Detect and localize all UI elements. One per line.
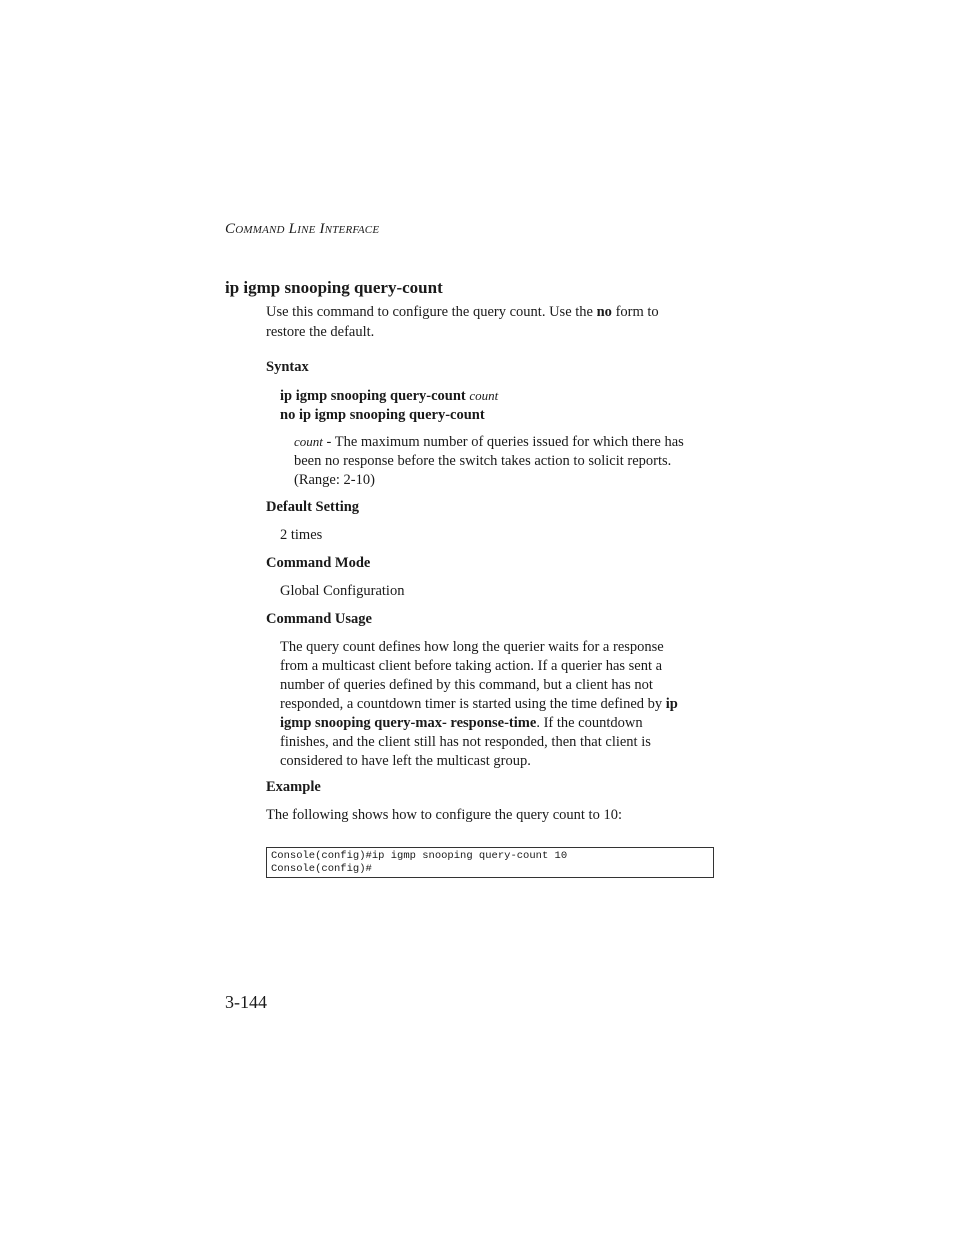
command-mode-value: Global Configuration: [280, 583, 405, 599]
code-line: Console(config)#ip igmp snooping query-count 10: [271, 850, 568, 862]
syntax-heading: Syntax: [266, 359, 309, 375]
command-usage-text: The query count defines how long the querier waits for a response from a multicast client before taking action. If a querier has sent a number of queries defined by this command, but a client has not responded, a countdown timer is started using the time defined by ip igmp snooping query-max- response-time. If the countdown finishes, and the client still has not responded, then that client is considered to have left the multicast group.: [280, 639, 678, 769]
running-header: COMMAND LINE INTERFACE: [225, 221, 380, 237]
example-heading: Example: [266, 779, 321, 795]
command-title: ip igmp snooping query-count: [225, 278, 443, 297]
page-number: 3-144: [225, 992, 267, 1012]
intro-paragraph: Use this command to configure the query count. Use the no form to restore the default.: [266, 304, 659, 340]
default-setting-value: 2 times: [280, 527, 323, 543]
syntax-commands: ip igmp snooping query-count count no ip igmp snooping query-count: [280, 388, 499, 423]
syntax-parameter-description: count - The maximum number of queries issued for which there has been no response before the switch takes action to solicit reports. (Range: 2-10): [294, 434, 684, 488]
example-text: The following shows how to configure the query count to 10:: [266, 807, 622, 823]
command-mode-heading: Command Mode: [266, 555, 371, 571]
example-code-block: [266, 847, 714, 878]
default-setting-heading: Default Setting: [266, 499, 360, 515]
command-usage-heading: Command Usage: [266, 611, 372, 627]
code-line: Console(config)#: [271, 862, 372, 875]
